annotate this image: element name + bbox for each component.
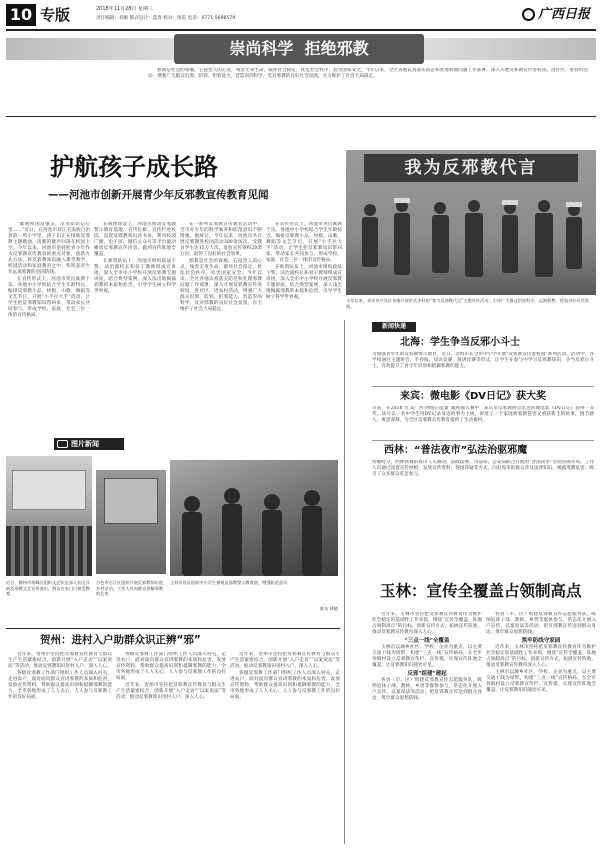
photo-news-caption-3: 玉林市容县组织中小学生参观反邪教警示教育展，增强防范意识。 bbox=[170, 580, 292, 585]
top-photo-caption: 今年以来，来宾市兴宾区各地开展形式多样的“我为反邪教代言”主题宣传活动，引导广大群众崇尚科学、远离邪教，营造良好社会氛围。 bbox=[346, 298, 589, 309]
yulin-paragraph: 近年来，玉林市坚持把反邪教宣传教育作为维护社会稳定的基础性工作来抓，围绕“宣传全覆盖、阵地占领制高点”的目标，创新宣传方式，拓展宣传阵地，推动反邪教宣传教育深入人心。 bbox=[486, 645, 596, 668]
hezhou-body-col2 bbox=[116, 652, 226, 844]
hezhou-paragraph: 近年来，贺州市坚持把反邪教宣传教育与群众生产生活紧密结合，创新开展“入户走访”“以案说法”等活动，推动反邪教知识进村入户、深入人心。 bbox=[116, 683, 226, 700]
yulin-paragraph: 玉林市以城乡社区、学校、企业为重点，以主要交通干线为纽带，构建“三点一线”宣传格局，在全市各镇村设立反邪教宣传栏、宣传墙，实现宣传阵地全覆盖，让反邪教知识随处可见。 bbox=[372, 645, 482, 668]
photo-news-image-1 bbox=[6, 456, 92, 576]
building-shape bbox=[12, 470, 86, 510]
page-number: 10 bbox=[6, 4, 36, 26]
photo-news-label-text: 图片新闻 bbox=[71, 440, 99, 448]
lead-body-col4 bbox=[266, 222, 342, 432]
banner-rule bbox=[6, 116, 596, 117]
photo-banner-text: 我为反邪教代言 bbox=[404, 158, 538, 178]
news-rule-2 bbox=[372, 440, 594, 441]
editors-line: 责任编辑：刘惠 版式设计：蓝春 校对：汤雷 电话：0771-5698579 bbox=[96, 16, 236, 21]
photo-news-caption-1: 近日，柳州市鱼峰区组织文艺队伍深入社区开展反邪教文艺宣传演出，群众在家门口接受教育。 bbox=[6, 580, 90, 597]
hezhou-paragraph: 各级反邪教工作部门组织工作人员深入村屯、走进农户，面对面向群众宣讲邪教的本质和危害，发放宣传资料，帮助群众提高识别和抵御邪教的能力，全市各地形成了人人关心、人人参与反邪教工作的良好局面。 bbox=[116, 652, 226, 681]
news-title-beihai: 北海：学生争当反邪小斗士 bbox=[400, 337, 520, 348]
people-silhouettes bbox=[354, 188, 588, 292]
top-photo bbox=[346, 150, 596, 295]
yulin-title: 玉林：宣传全覆盖占领制高点 bbox=[380, 582, 582, 600]
yulin-paragraph: 近年来，玉林市坚持把反邪教宣传教育作为维护社会稳定的基础性工作来抓，围绕“宣传全覆盖、阵地占领制高点”的目标，创新宣传方式，拓展宣传阵地，推动反邪教宣传教育深入人心。 bbox=[372, 612, 482, 635]
hezhou-body-col3 bbox=[230, 652, 340, 844]
photo-news-caption-2: 百色市右江区组织开展反邪教知识进乡村活动，工作人员向群众讲解邪教的危害。 bbox=[96, 580, 164, 597]
lead-paragraph: 在师资队伍上，河池市组织政法干警、法治副校长和骨干教师组成宣讲团，深入全市中小学校开展反邪教专题讲座，结合典型案例，深入浅出地揭露邪教的本质和危害，引导学生树立科学世界观。 bbox=[94, 259, 176, 294]
banner-title: 崇尚科学 拒绝邪教 bbox=[229, 39, 369, 58]
lead-body-col2 bbox=[94, 222, 176, 432]
building-shape bbox=[104, 478, 158, 524]
yulin-body-col2 bbox=[486, 612, 596, 844]
yulin-paragraph: 各县（市、区）组建反邪教宣传志愿服务队，吸纳退休干部、教师、乡贤等群体参与，常态化开展入户宣传、以案说法等活动，把反邪教宣传送到群众身边，筑牢群众思想防线。 bbox=[486, 612, 596, 635]
news-rule-1 bbox=[372, 386, 594, 387]
section-label: 专版 bbox=[40, 6, 71, 24]
lead-paragraph: 在载体建设上，河池市推动反邪教警示教育基地、宣传长廊、宣传栏进校园，设置反邪教知识读书角，利用校园广播、电子屏、微信公众号等平台滚动播放反邪教宣传内容，做到宣传阵地全覆盖。 bbox=[94, 222, 176, 257]
yulin-paragraph: 玉林市以城乡社区、学校、企业为重点，以主要交通干线为纽带，构建“三点一线”宣传格局，在全市各镇村设立反邪教宣传栏、宣传墙，实现宣传阵地全覆盖，让反邪教知识随处可见。 bbox=[486, 670, 596, 693]
yulin-body-col1 bbox=[372, 612, 482, 844]
news-title-laibin: 来宾：微电影《DV日记》获大奖 bbox=[400, 391, 547, 402]
lead-paragraph: 在宣传形式上，河池市突出寓教于乐。各地中小学校结合学生年龄特点，编排反邪教小品、快板、山歌、舞蹈等文艺节目，开展“小手拉大手”活动，让学生把反邪教知识带回家，带动家长共同参与，形成学校、家庭、社会三位一体的宣传格局。 bbox=[266, 222, 342, 263]
news-body-laibin: 日前，在2018“壮美广西·网络正能量”微视频大赛中，来宾市反邪教协会选送的微电影《DV日记》获得一等奖。该片以一名中学生用DV记录身边故事为主线，讲述了一个家庭被邪教侵害又重获新生的故事，情节感人，寓意深刻，为全区反邪教宣传教育提供了生动素材。 bbox=[372, 406, 594, 423]
lead-paragraph: 在一系列反邪教宣传教育活动中，全市青少年的科学素养和防范意识不断增强。据统计，今年以来，河池市共开展反邪教进校园活动300余场次，受教育学生达15万人次，发放宣传资料20余万份，取得了良好的社会效果。 bbox=[180, 222, 262, 257]
news-body-xilin: 傍晚时分，西林县城的夜市人头攒动，县政法委、司法局、公安局联合开展的“普法夜市”活动热闹开场。工作人员通过设置宣传展板、发放宣传资料、现场答疑等方式，向赶夜市的群众普及法律知识，揭露邪教危害，吸引了众多群众驻足参与。 bbox=[372, 460, 594, 477]
photo-news-image-2 bbox=[96, 470, 166, 574]
crowd-silhouettes bbox=[170, 460, 338, 576]
lead-subtitle: ——河池市创新开展青少年反邪教宣传教育见闻 bbox=[48, 189, 269, 201]
photo-people bbox=[354, 188, 588, 292]
camera-icon bbox=[57, 440, 68, 448]
photo-news-label bbox=[54, 438, 124, 450]
banner-intro: 邪教是社会的毒瘤，它侵害人的心灵，残害无辜生命，破坏社会稳定，扰乱社会秩序，危害国家安全。今年以来，全区各地认真落实防范和处理邪教问题工作部署，深入开展反邪教宣传进校园、进社区、进农村活动，增强广大群众识邪、防邪、拒邪能力，营造崇尚科学、反对邪教的良好社会氛围，有力维护了社会大局稳定。 bbox=[148, 68, 588, 79]
yulin-subhead: 筑牢防线守家园 bbox=[521, 638, 561, 644]
lead-paragraph: 在宣传形式上，河池市突出寓教于乐。各地中小学校结合学生年龄特点，编排反邪教小品、快板、山歌、舞蹈等文艺节目，开展“小手拉大手”活动，让学生把反邪教知识带回家，带动家长共同参与，形成学校、家庭、社会三位一体的宣传格局。 bbox=[8, 277, 90, 318]
lead-title: 护航孩子成长路 bbox=[50, 152, 218, 181]
news-label: 新闻快递 bbox=[372, 322, 416, 332]
hezhou-title: 贺州：进村入户助群众识正辨“邪” bbox=[40, 634, 201, 646]
hezhou-paragraph: 各级反邪教工作部门组织工作人员深入村屯、走进农户，面对面向群众宣讲邪教的本质和危害，发放宣传资料，帮助群众提高识别和抵御邪教的能力，全市各地形成了人人关心、人人参与反邪教工作的良好局面。 bbox=[8, 671, 112, 700]
lead-paragraph: 在师资队伍上，河池市组织政法干警、法治副校长和骨干教师组成宣讲团，深入全市中小学校开展反邪教专题讲座，结合典型案例，深入浅出地揭露邪教的本质和危害，引导学生树立科学世界观。 bbox=[266, 265, 342, 300]
hezhou-paragraph: 近年来，贺州市坚持把反邪教宣传教育与群众生产生活紧密结合，创新开展“入户走访”“以案说法”等活动，推动反邪教知识进村入户、深入人心。 bbox=[230, 652, 340, 669]
logo-text: 广西日报 bbox=[538, 7, 591, 22]
hezhou-paragraph: 近年来，贺州市坚持把反邪教宣传教育与群众生产生活紧密结合，创新开展“入户走访”“以案说法”等活动，推动反邪教知识进村入户、深入人心。 bbox=[8, 652, 112, 669]
logo bbox=[522, 5, 596, 25]
yulin-subhead: “三点一线”全覆盖 bbox=[404, 638, 450, 644]
hezhou-body-col1 bbox=[8, 652, 112, 844]
photo-news-reporter: 陈东 林晓 bbox=[319, 606, 338, 611]
photo-news-rule bbox=[6, 628, 340, 629]
banner-title-box bbox=[174, 34, 424, 64]
banner bbox=[6, 34, 596, 64]
crowd-shape bbox=[6, 526, 92, 576]
lead-paragraph: “歌唱祖国富强美，反邪知识记心里……”近日，在河池市环江毛南族自治县的一所小学里，孩子们正在排练反邪教主题歌曲，清脆的歌声回荡在校园上空。今年以来，河池市坚持把青少年作为反邪教宣传教育的重点对象，创新方式方法，将反邪教知识融入课堂教学、校园活动和家庭教育之中，构筑起青少年远离邪教的坚固防线。 bbox=[8, 222, 90, 275]
lead-body-col3 bbox=[180, 222, 262, 432]
photo-news-image-3 bbox=[170, 460, 338, 576]
column-divider bbox=[344, 320, 345, 844]
masthead bbox=[0, 0, 600, 30]
yulin-paragraph: 各县（市、区）组建反邪教宣传志愿服务队，吸纳退休干部、教师、乡贤等群体参与，常态化开展入户宣传、以案说法等活动，把反邪教宣传送到群众身边，筑牢群众思想防线。 bbox=[372, 678, 482, 701]
issue-meta: 2018年11月28日 星期三 bbox=[96, 6, 154, 12]
masthead-rule bbox=[6, 29, 596, 31]
lead-body-col1 bbox=[8, 222, 90, 432]
lead-paragraph: 邪教是社会的毒瘤，它侵害人的心灵，残害无辜生命，破坏社会稳定，扰乱社会秩序，危害国家安全。今年以来，全区各地认真落实防范和处理邪教问题工作部署，深入开展反邪教宣传进校园、进社区、进农村活动，增强广大群众识邪、防邪、拒邪能力，营造崇尚科学、反对邪教的良好社会氛围，有力维护了社会大局稳定。 bbox=[180, 259, 262, 312]
news-title-xilin: 西林：“普法夜市”弘法治驱邪魔 bbox=[384, 445, 528, 456]
hezhou-paragraph: 各级反邪教工作部门组织工作人员深入村屯、走进农户，面对面向群众宣讲邪教的本质和危害，发放宣传资料，帮助群众提高识别和抵御邪教的能力，全市各地形成了人人关心、人人参与反邪教工作的良好局面。 bbox=[230, 671, 340, 700]
news-body-beihai: 为加强青少年的反邪教警示教育，近日，北海市在全市中小学开展“反邪教宣传进校园”系列活动。活动中，各学校通过主题班会、手抄报、知识竞赛、演讲比赛等形式，让学生在参与中学习反邪教知识，争当反邪小斗士，有效提升了青少年识别和抵御邪教的能力。 bbox=[372, 352, 594, 369]
yulin-subhead: 反邪“组建”建起 bbox=[407, 671, 447, 677]
logo-mark-icon bbox=[522, 8, 535, 21]
photo-backdrop-banner bbox=[364, 154, 578, 182]
